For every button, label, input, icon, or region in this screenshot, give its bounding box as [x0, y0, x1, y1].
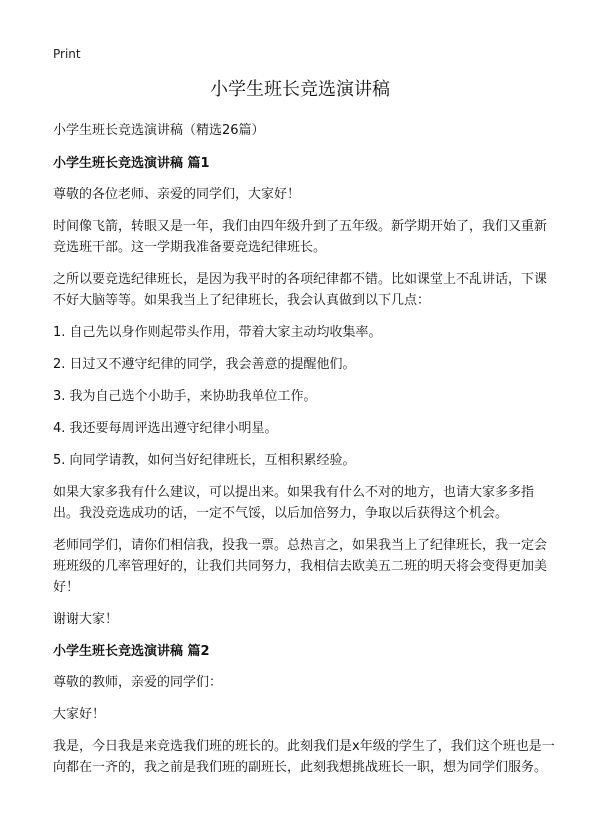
- paragraph: 时间像飞箭，转眼又是一年，我们由四年级升到了五年级。新学期开始了，我们又重新竞选班干部。这一学期我准备要竞选纪律班长。: [53, 219, 548, 255]
- document-subtitle: 小学生班长竞选演讲稿（精选26篇）: [53, 123, 265, 138]
- list-item: 2. 日过又不遵守纪律的同学，我会善意的提醒他们。: [53, 357, 356, 372]
- paragraph: 谢谢大家！: [53, 612, 119, 627]
- print-link[interactable]: Print: [53, 47, 81, 61]
- paragraph: 之所以要竞选纪律班长，是因为我平时的各项纪律都不错。比如课堂上不乱讲话，下课不好大脑等等。如果我当上了纪律班长，我会认真做到以下几点：: [53, 272, 548, 308]
- section-heading: 小学生班长竞选演讲稿 篇1: [53, 156, 210, 171]
- list-item: 1. 自己先以身作则起带头作用，带着大家主动均收集率。: [53, 325, 382, 340]
- list-item: 5. 向同学请教，如何当好纪律班长，互相积累经验。: [53, 453, 356, 468]
- section-heading: 小学生班长竞选演讲稿 篇2: [53, 644, 210, 659]
- list-item: 3. 我为自己选个小助手，来协助我单位工作。: [53, 389, 317, 404]
- document-body: [53, 120, 555, 786]
- paragraph: 如果大家多我有什么建议，可以提出来。如果我有什么不对的地方，也请大家多多指出。我没竞选成功的话，一定不气馁，以后加倍努力，争取以后获得这个机会。: [53, 485, 535, 521]
- paragraph: 大家好！: [53, 707, 106, 722]
- paragraph: 尊敬的各位老师、亲爱的同学们，大家好！: [53, 187, 301, 202]
- list-item: 4. 我还要每周评选出遵守纪律小明星。: [53, 421, 278, 436]
- page-title: 小学生班长竞选演讲稿: [210, 79, 390, 100]
- paragraph: 老师同学们，请你们相信我，投我一票。总热言之，如果我当上了纪律班长，我一定会班班级的几率管理好的，让我们共同努力，我相信去欧美五二班的明天将会变得更加美好！: [53, 538, 548, 595]
- paragraph: 尊敬的教师，亲爱的同学们：: [53, 675, 223, 690]
- paragraph: 我是，今日我是来竞选我们班的班长的。此刻我们是x年级的学生了，我们这个班也是一向都在一齐的，我之前是我们班的副班长，此刻我想挑战班长一职，想为同学们服务。: [53, 739, 555, 775]
